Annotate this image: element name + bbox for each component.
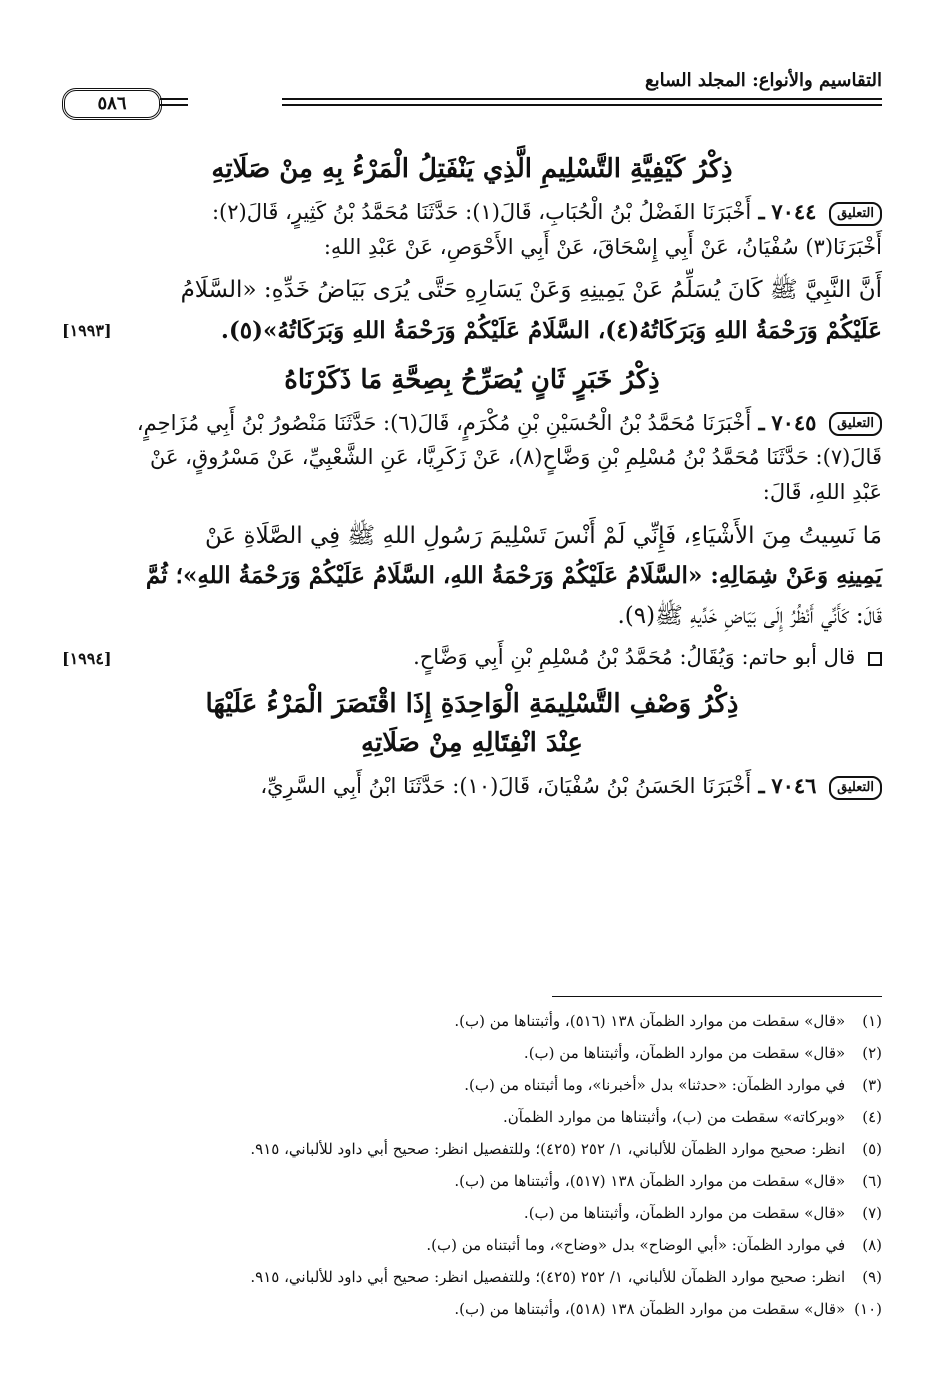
isnad-line: التعليق ٧٠٤٤ ـ أَخْبَرَنَا الفَضْلُ بْنُ الْحُبَابِ، قَالَ(١): حَدَّثَنَا مُحَمَّدُ بْنُ كَثِيرٍ، قَالَ(٢):: [62, 195, 882, 230]
matn-text: مَا نَسِيتُ مِنَ الأَشْيَاءِ، فَإِنِّي لَمْ أَنْسَ تَسْلِيمَ رَسُولِ اللهِ ﷺ فِي الصَّلَاةِ عَنْ يَمِينِهِ وَعَنْ شِمَالِهِ: «السَّلَامُ عَلَيْكُمْ وَرَحْمَةُ اللهِ، السَّلَامُ عَلَيْكُمْ وَرَحْمَةُ اللهِ»؛ ثُمَّ قَالَ: كَأَنِّي أَنْظُرُ إِلَى بَيَاضِ خَدِّيهِ ﷺ(٩).: [145, 522, 882, 630]
footnote: (٣) في موارد الظمآن: «حدثنا» بدل «أخبرنا»، وما أثبتناه من (ب).: [464, 1076, 882, 1094]
page-number: ٥٨٦: [62, 88, 162, 120]
footnote: (٧) «قال» سقطت من موارد الظمآن، وأثبتناها من (ب).: [523, 1204, 882, 1222]
hadith-number: ٧٠٤٦: [771, 773, 817, 799]
header-rule: [160, 104, 188, 106]
isnad-text: أَخْبَرَنَا مُحَمَّدُ بْنُ الْحُسَيْنِ بْنِ مُكْرَمٍ، قَالَ(٦): حَدَّثَنَا مَنْصُورُ بْنُ أَبِي مُزَاحِمٍ،: [136, 410, 752, 435]
header-rule: [282, 98, 882, 100]
isnad-line: أَخْبَرَنَا(٣) سُفْيَانُ، عَنْ أَبِي إِسْحَاقَ، عَنْ أَبِي الأَحْوَصِ، عَنْ عَبْدِ اللهِ:: [323, 234, 882, 259]
section-heading: ذِكْرُ خَبَرٍ ثَانٍ يُصَرِّحُ بِصِحَّةِ مَا ذَكَرْنَاهُ: [284, 364, 660, 395]
footnote: (٥) انظر: صحيح موارد الظمآن للألباني، ١/ ٢٥٢ (٤٢٥)؛ وللتفصيل انظر: صحيح أبي داود للألباني، ٩١٥.: [250, 1140, 882, 1158]
isnad-line: عَبْدِ اللهِ، قَالَ:: [762, 480, 882, 505]
taliq-badge: التعليق: [829, 412, 882, 436]
footnote: (٤) «وبركاته» سقطت من (ب)، وأثبتناها من موارد الظمآن.: [502, 1108, 882, 1126]
isnad-line: التعليق ٧٠٤٦ ـ أَخْبَرَنَا الحَسَنُ بْنُ سُفْيَانَ، قَالَ(١٠): حَدَّثَنَا ابْنُ أَبِي السَّرِيِّ،: [62, 769, 882, 804]
header-rule: [160, 98, 188, 100]
footnotes: [62, 996, 882, 1325]
running-title: التقاسيم والأنواع: المجلد السابع: [645, 70, 882, 91]
footnote: (١) «قال» سقطت من موارد الظمآن ١٣٨ (٥١٦)، وأثبتناها من (ب).: [454, 1012, 882, 1030]
hadith-number: ٧٠٤٥: [771, 409, 817, 435]
footnote: (٨) في موارد الظمآن: «أبي الوضاح» بدل «وضاح»، وما أثبتناه من (ب).: [426, 1236, 882, 1254]
hadith-number: ٧٠٤٤: [771, 199, 817, 224]
header-rule: [282, 104, 882, 106]
abu-hatim-note: قال أبو حاتم: وَيُقَالُ: مُحَمَّدُ بْنُ مُسْلِمِ بْنِ أَبِي وَضَّاحٍ. [١٩٩٤]: [62, 640, 882, 675]
note-square-icon: [868, 652, 882, 666]
hadith-reference: [١٩٩٤]: [62, 649, 112, 669]
hadith-section: [62, 685, 882, 804]
footnote: (٩) انظر: صحيح موارد الظمآن للألباني، ١/ ٢٥٢ (٤٢٥)؛ وللتفصيل انظر: صحيح أبي داود للألباني، ٩١٥.: [250, 1268, 882, 1286]
taliq-badge: التعليق: [829, 776, 882, 800]
page-header: [62, 66, 882, 126]
page-body: [62, 150, 882, 804]
hadith-reference: [١٩٩٣]: [62, 320, 112, 340]
footnote: (٦) «قال» سقطت من موارد الظمآن ١٣٨ (٥١٧)، وأثبتناها من (ب).: [454, 1172, 882, 1190]
section-heading: ذِكْرُ وَصْفِ التَّسْلِيمَةِ الْوَاحِدَةِ إِذَا اقْتَصَرَ الْمَرْءُ عَلَيْهَا عِنْدَ انْفِتَالِهِ مِنْ صَلَاتِهِ: [205, 689, 739, 759]
taliq-badge: التعليق: [829, 202, 882, 226]
isnad-text: أَخْبَرَنَا الحَسَنُ بْنُ سُفْيَانَ، قَالَ(١٠): حَدَّثَنَا ابْنُ أَبِي السَّرِيِّ،: [260, 774, 752, 799]
section-heading: ذِكْرُ كَيْفِيَّةِ التَّسْلِيمِ الَّذِي يَنْفَتِلُ الْمَرْءُ بِهِ مِنْ صَلَاتِهِ: [211, 154, 733, 184]
isnad-line: قَالَ(٧): حَدَّثَنَا مُحَمَّدُ بْنُ مُسْلِمِ بْنِ وَضَّاحٍ(٨)، عَنْ زَكَرِيَّا، عَنِ الشَّعْبِيِّ، عَنْ مَسْرُوقٍ، عَنْ: [149, 445, 882, 470]
footnote: (١٠) «قال» سقطت من موارد الظمآن ١٣٨ (٥١٨)، وأثبتناها من (ب).: [454, 1300, 882, 1318]
footnote: (٢) «قال» سقطت من موارد الظمآن، وأثبتناها من (ب).: [523, 1044, 882, 1062]
hadith-section: [62, 150, 882, 351]
isnad-line: التعليق ٧٠٤٥ ـ أَخْبَرَنَا مُحَمَّدُ بْنُ الْحُسَيْنِ بْنِ مُكْرَمٍ، قَالَ(٦): حَدَّثَنَا مَنْصُورُ بْنُ أَبِي مُزَاحِمٍ،: [62, 406, 882, 441]
hadith-section: [62, 361, 882, 675]
matn-text: أَنَّ النَّبِيَّ ﷺ كَانَ يُسَلِّمُ عَنْ يَمِينِهِ وَعَنْ يَسَارِهِ حَتَّى يُرَى بَيَاضُ خَدِّهِ: «السَّلَامُ عَلَيْكُمْ وَرَحْمَةُ اللهِ وَبَرَكَاتُهُ(٤)، السَّلَامُ عَلَيْكُمْ وَرَحْمَةُ اللهِ وَبَرَكَاتُهُ»(٥). [١٩٩٣]: [62, 277, 882, 344]
footnote-rule: [552, 996, 882, 997]
isnad-text: أَخْبَرَنَا الفَضْلُ بْنُ الْحُبَابِ، قَالَ(١): حَدَّثَنَا مُحَمَّدُ بْنُ كَثِيرٍ، قَالَ(٢):: [211, 200, 752, 224]
